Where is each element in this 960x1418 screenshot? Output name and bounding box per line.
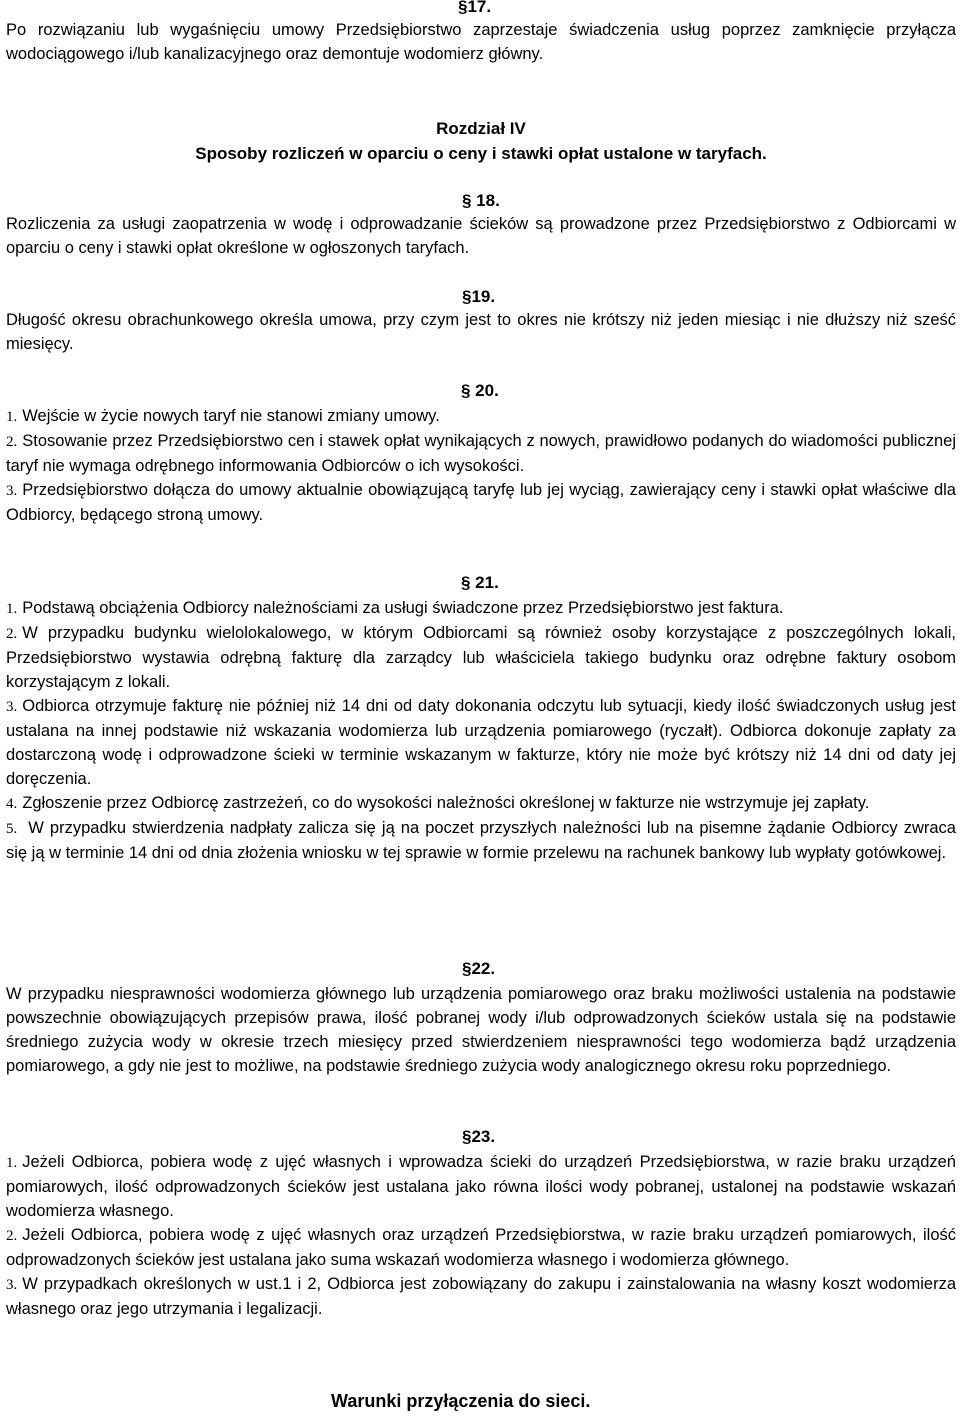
list-item: 1. Podstawą obciążenia Odbiorcy należnościami za usługi świadczone przez Przedsiębiorstwo jest faktura. [6,599,784,617]
section-18-text: Rozliczenia za usługi zaopatrzenia w wodę i odprowadzanie ścieków są prowadzone przez Przedsiębiorstwo z Odbiorcami w oparciu o ceny i stawki opłat określone w ogłoszonych taryfach. [6,215,956,257]
section-20-heading: § 20. [461,381,499,400]
list-item: 2. Stosowanie przez Przedsiębiorstwo cen i stawek opłat wynikających z nowych, prawidłowo podanych do wiadomości publicznej taryf nie wymaga odrębnego informowania Odbiorców o ich wysokości. [6,432,956,475]
list-item: 1. Wejście w życie nowych taryf nie stanowi zmiany umowy. [6,407,440,425]
section-23-list [6,1150,956,1321]
section-21-heading: § 21. [461,573,499,592]
section-18-heading: § 18. [462,191,500,210]
chapter-title: Sposoby rozliczeń w oparciu o ceny i stawki opłat ustalone w taryfach. [195,144,767,163]
section-19-heading: §19. [462,287,496,306]
list-item: 2. Jeżeli Odbiorca, pobiera wodę z ujęć własnych oraz urządzeń Przedsiębiorstwa, w razie braku urządzeń pomiarowych, ilość odprowadzonych ścieków jest ustalana jako suma wskazań wodomierza własnego i wodomierza głównego. [6,1226,956,1269]
section-17-text: Po rozwiązaniu lub wygaśnięciu umowy Przedsiębiorstwo zaprzestaje świadczenia usług poprzez zamknięcie przyłącza wodociągowego i/lub kanalizacyjnego oraz demontuje wodomierz główny. [6,21,956,63]
list-item: 3. W przypadkach określonych w ust.1 i 2, Odbiorca jest zobowiązany do zakupu i zainstalowania na własny koszt wodomierza własnego oraz jego utrzymania i legalizacji. [6,1275,956,1318]
section-22-text: W przypadku niesprawności wodomierza głównego lub urządzenia pomiarowego oraz braku możliwości ustalenia na podstawie powszechnie obowiązujących przepisów prawa, ilość pobranej wody i/lub odprowadzonych ścieków ustala się na podstawie średniego zużycia wody w okresie trzech miesięcy przed stwierdzeniem niesprawności tego wodomierza bądź urządzenia pomiarowego, a gdy nie jest to możliwe, na podstawie średniego zużycia wody analogicznego okresu roku poprzedniego. [6,985,956,1075]
chapter-label: Rozdział IV [436,119,526,138]
list-item: 3. Odbiorca otrzymuje fakturę nie później niż 14 dni od daty dokonania odczytu lub sytuacji, kiedy ilość świadczonych usług jest ustalana na innej podstawie niż wskazania wodomierza lub urządzenia pomiarowego (ryczałt). Odbiorca dokonuje zapłaty za dostarczoną wodę i odprowadzone ścieki w terminie wskazanym w fakturze, który nie może być krótszy niż 14 dni od daty jej doręczenia. [6,697,956,788]
section-20-list [6,404,956,527]
list-item: 1. Jeżeli Odbiorca, pobiera wodę z ujęć własnych i wprowadza ścieki do urządzeń Przedsiębiorstwa, w razie braku urządzeń pomiarowych, ilość odprowadzonych ścieków jest ustalana jako równa ilości wody pobranej, ustalonej na podstawie wskazań wodomierza własnego. [6,1153,956,1220]
section-21-list [6,596,956,865]
section-19-text: Długość okresu obrachunkowego określa umowa, przy czym jest to okres nie krótszy niż jeden miesiąc i nie dłuższy niż sześć miesięcy. [6,311,956,353]
list-item: 4. Zgłoszenie przez Odbiorcę zastrzeżeń, co do wysokości należności określonej w fakturze nie wstrzymuje jej zapłaty. [6,794,870,812]
section-22-heading: §22. [462,959,496,978]
list-item: 3. Przedsiębiorstwo dołącza do umowy aktualnie obowiązującą taryfę lub jej wyciąg, zawierający ceny i stawki opłat właściwe dla Odbiorcy, będącego stroną umowy. [6,481,956,524]
section-17-heading: §17. [458,0,492,16]
section-23-heading: §23. [462,1127,496,1146]
next-chapter-title: Warunki przyłączenia do sieci. [331,1391,591,1411]
list-item: 5. W przypadku stwierdzenia nadpłaty zalicza się ją na poczet przyszłych należności lub na pisemne żądanie Odbiorcy zwraca się ją w terminie 14 dni od dnia złożenia wniosku w tej sprawie w formie przelewu na rachunek bankowy lub wypłaty gotówkowej. [6,819,956,862]
list-item: 2. W przypadku budynku wielolokalowego, w którym Odbiorcami są również osoby korzystające z poszczególnych lokali, Przedsiębiorstwo wystawia odrębną fakturę dla zarządcy lub właściciela takiego budynku oraz odrębne faktury osobom korzystającym z lokali. [6,624,956,691]
